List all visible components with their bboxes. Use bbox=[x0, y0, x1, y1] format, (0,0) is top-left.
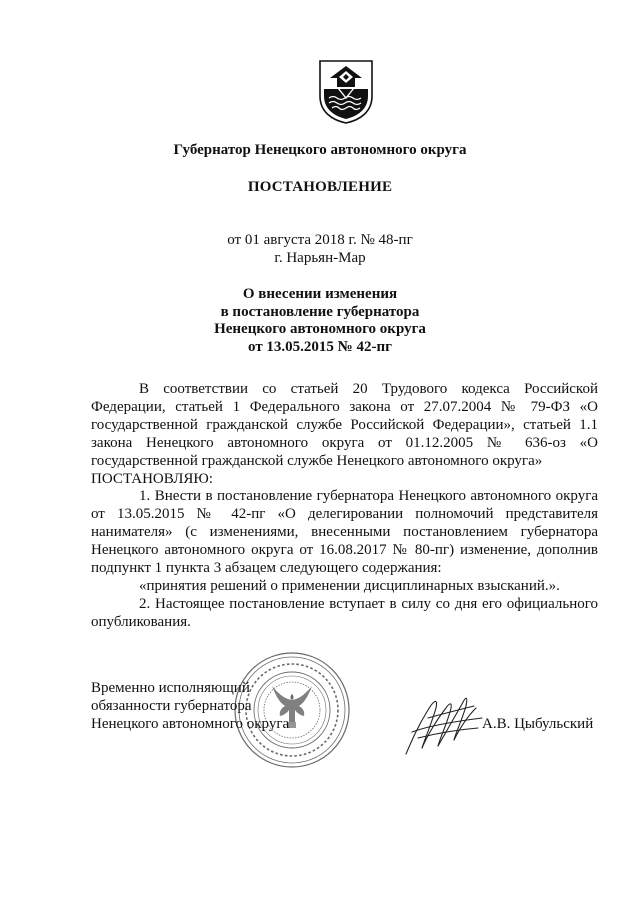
date-and-number-block bbox=[0, 231, 640, 267]
subject-line: О внесении изменения bbox=[242, 286, 398, 302]
city: г. Нарьян-Мар bbox=[274, 250, 366, 266]
item-1-paragraph: 1. Внести в постановление губернатора Ненецкого автономного округа от 13.05.2015 № 42-пг «О делегировании полномочий представителя нанимателя» (с изменениями, внесенными постановлением губернатора Ненецкого автономного округа от 16.08.2017 № 80-пг) изменение, дополнив подпункт 1 пункта 3 абзацем следующего содержания: bbox=[91, 488, 598, 577]
coat-of-arms-icon bbox=[317, 58, 375, 124]
preamble-paragraph: В соответствии со статьей 20 Трудового кодекса Российской Федерации, статьей 1 Федерального закона от 27.07.2004 № 79-ФЗ «О государственной гражданской службе Российской Федерации», статьей 1.1 закона Ненецкого автономного округа от 01.12.2005 № 636-оз «О государственной гражданской службе Ненецкого автономного округа» bbox=[91, 381, 598, 469]
subject-line: в постановление губернатора bbox=[220, 303, 420, 320]
document-body bbox=[91, 381, 598, 632]
subject-line: от 13.05.2015 № 42-пг bbox=[248, 338, 392, 355]
position-line: Ненецкого автономного округа bbox=[91, 715, 290, 732]
issuing-authority: Губернатор Ненецкого автономного округа bbox=[173, 142, 467, 158]
item-2-paragraph: 2. Настоящее постановление вступает в силу со дня его официального опубликования. bbox=[91, 595, 598, 630]
item-1-quote: «принятия решений о применении дисциплинарных взысканий.». bbox=[139, 577, 560, 594]
handwritten-signature bbox=[398, 688, 490, 760]
document-type: ПОСТАНОВЛЕНИЕ bbox=[247, 179, 393, 195]
signatory-position bbox=[91, 680, 289, 734]
position-line: обязанности губернатора bbox=[91, 697, 252, 714]
document-subject bbox=[0, 286, 640, 356]
date-number: от 01 августа 2018 г. № 48-пг bbox=[227, 232, 413, 248]
position-line: Временно исполняющий bbox=[91, 680, 250, 696]
decree-word: ПОСТАНОВЛЯЮ: bbox=[91, 470, 213, 487]
signatory-name: А.В. Цыбульский bbox=[482, 716, 594, 732]
subject-line: Ненецкого автономного округа bbox=[214, 321, 426, 337]
